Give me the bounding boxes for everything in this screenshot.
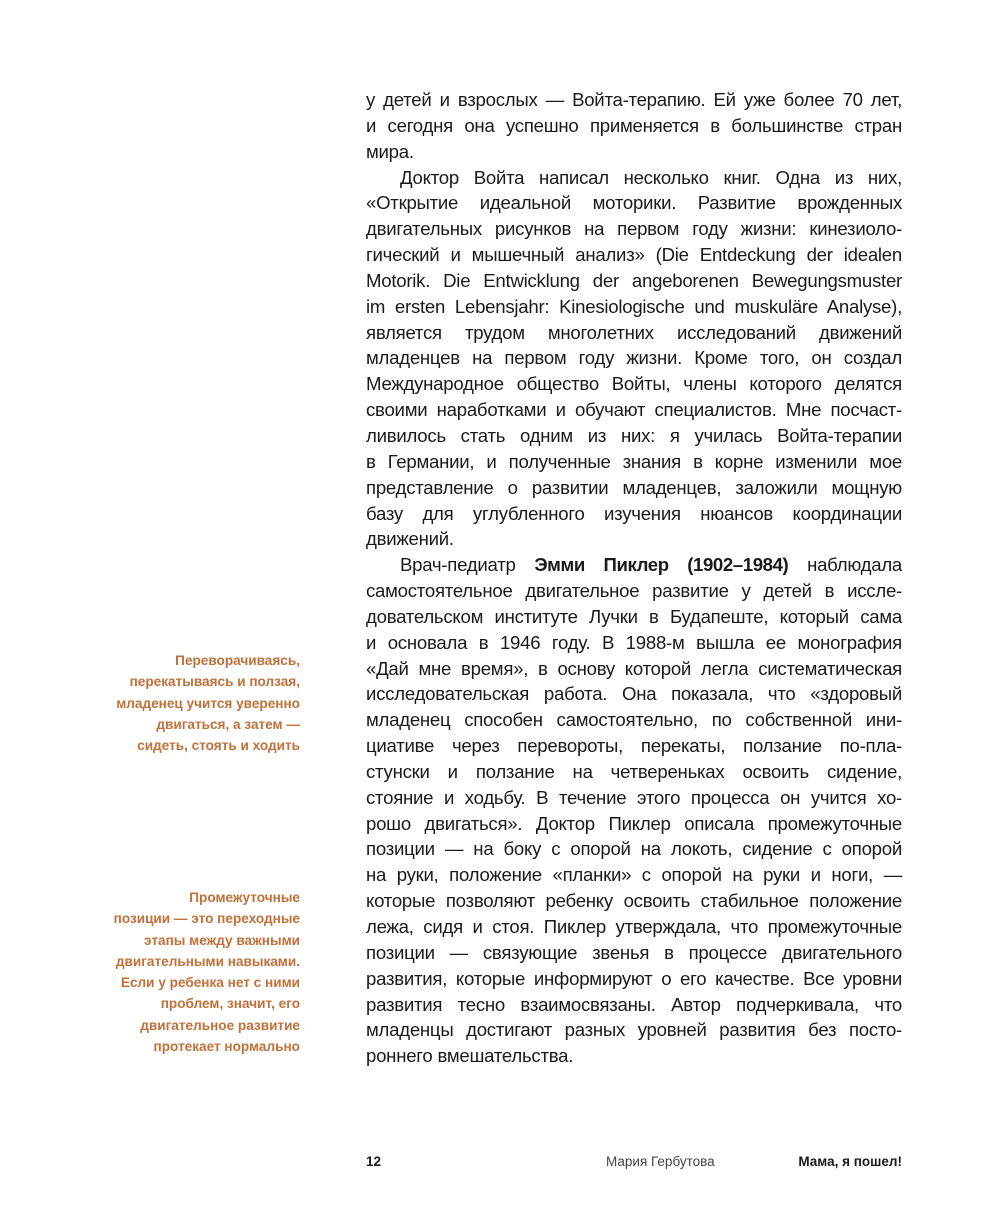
sidenote-1 [70, 650, 300, 756]
text-line: в Германии, и полученные знания в корне изменили мое [366, 450, 902, 472]
sidenote-line: двигательными навыками. [115, 953, 300, 969]
page-footer [366, 1154, 902, 1174]
text-line: которые позволяют ребенку освоить стабильное положение [366, 890, 902, 912]
text-segment: наблюдала [788, 554, 903, 576]
text-line: младенцы достигают разных уровней развития без посто- [366, 1019, 902, 1041]
text-line: и основала в 1946 году. В 1988-м вышла ее монография [366, 631, 902, 653]
text-line: Международное общество Войты, члены которого делятся [366, 373, 902, 395]
text-line: на руки, положение «планки» с опорой на руки и ноги, — [366, 864, 902, 886]
text-line: позиции — на боку с опорой на локоть, сидение с опорой [366, 838, 902, 860]
text-line: мира. [366, 140, 414, 162]
sidenote-line: Если у ребенка нет с ними [120, 975, 300, 991]
sidenote-line: Промежуточные [189, 890, 300, 905]
sidenote-line: Переворачиваясь, [175, 653, 300, 668]
sidenote-line: позиции — это переходные [113, 911, 300, 927]
sidenote-line: сидеть, стоять и ходить [137, 738, 300, 754]
sidenote-line: двигательное развитие [140, 1017, 300, 1033]
text-line: младенец способен самостоятельно, по собственной ини- [366, 709, 902, 731]
sidenote-line: протекает нормально [153, 1039, 300, 1055]
text-line: младенцев на первом году жизни. Кроме того, он создал [366, 347, 902, 369]
book-title: Мама, я пошел! [798, 1154, 902, 1169]
text-line: исследовательская работа. Она показала, что «здоровый [366, 683, 902, 705]
text-line: базу для углубленного изучения нюансов координации [366, 502, 902, 524]
person-name: Эмми Пиклер (1902–1984) [534, 554, 789, 576]
text-line: своими наработками и обучают специалистов. Мне посчаст- [366, 399, 902, 421]
text-line: im ersten Lebensjahr: Kinesiologische und muskuläre Analyse), [366, 295, 902, 317]
text-line: и сегодня она успешно применяется в большинстве стран [366, 114, 902, 136]
sidenote-2 [70, 887, 300, 1057]
text-line: стояние и ходьбу. В течение этого процесса он учится хо- [366, 786, 902, 808]
text-line: Доктор Войта написал несколько книг. Одна из них, [400, 166, 902, 188]
text-line: развития, которые информируют о его качестве. Все уровни [366, 967, 902, 989]
text-line: «Дай мне время», в основу которой легла систематическая [366, 657, 902, 679]
text-line: циативе через перевороты, перекаты, ползание по-пла- [366, 735, 902, 757]
page-number: 12 [366, 1154, 382, 1169]
text-line: роннего вмешательства. [366, 1045, 574, 1067]
sidenote-line: проблем, значит, его [160, 996, 300, 1012]
text-line: «Открытие идеальной моторики. Развитие врожденных [366, 192, 902, 214]
sidenote-line: младенец учится уверенно [116, 695, 300, 711]
sidenote-line: двигаться, а затем — [156, 716, 300, 732]
text-line: является трудом многолетних исследований движений [366, 321, 902, 343]
text-line: Motorik. Die Entwicklung der angeborenen Bewegungsmuster [366, 269, 902, 291]
text-segment: Врач-педиатр [400, 554, 535, 576]
text-line: лежа, сидя и стоя. Пиклер утверждала, что промежуточные [366, 916, 902, 937]
text-line: двигательных рисунков на первом году жизни: кинезиоло- [366, 218, 902, 240]
text-line: представление о развитии младенцев, заложили мощную [366, 476, 902, 498]
text-line: самостоятельное двигательное развитие у детей в иссле- [366, 580, 902, 602]
sidenote-line: перекатываясь и ползая, [129, 674, 300, 690]
text-line: у детей и взрослых — Войта-терапию. Ей уже более 70 лет, [366, 89, 902, 110]
body-text [366, 87, 902, 1069]
text-line: развития тесно взаимосвязаны. Автор подчеркивала, что [366, 993, 902, 1015]
text-line [366, 552, 902, 578]
text-line: стунски и ползание на четвереньках освоить сидение, [366, 760, 902, 782]
text-line: движений. [366, 528, 454, 550]
text-line: позиции — связующие звенья в процессе двигательного [366, 941, 902, 963]
sidenote-line: этапы между важными [144, 932, 300, 948]
author-name: Мария Гербутова [606, 1154, 715, 1169]
text-line: гический и мышечный анализ» (Die Entdeckung der idealen [366, 244, 902, 266]
text-line: довательском институте Лучки в Будапеште, который сама [366, 605, 902, 627]
text-line: ливилось стать одним из них: я училась Войта-терапии [366, 424, 902, 446]
text-line: рошо двигаться». Доктор Пиклер описала промежуточные [366, 812, 902, 834]
